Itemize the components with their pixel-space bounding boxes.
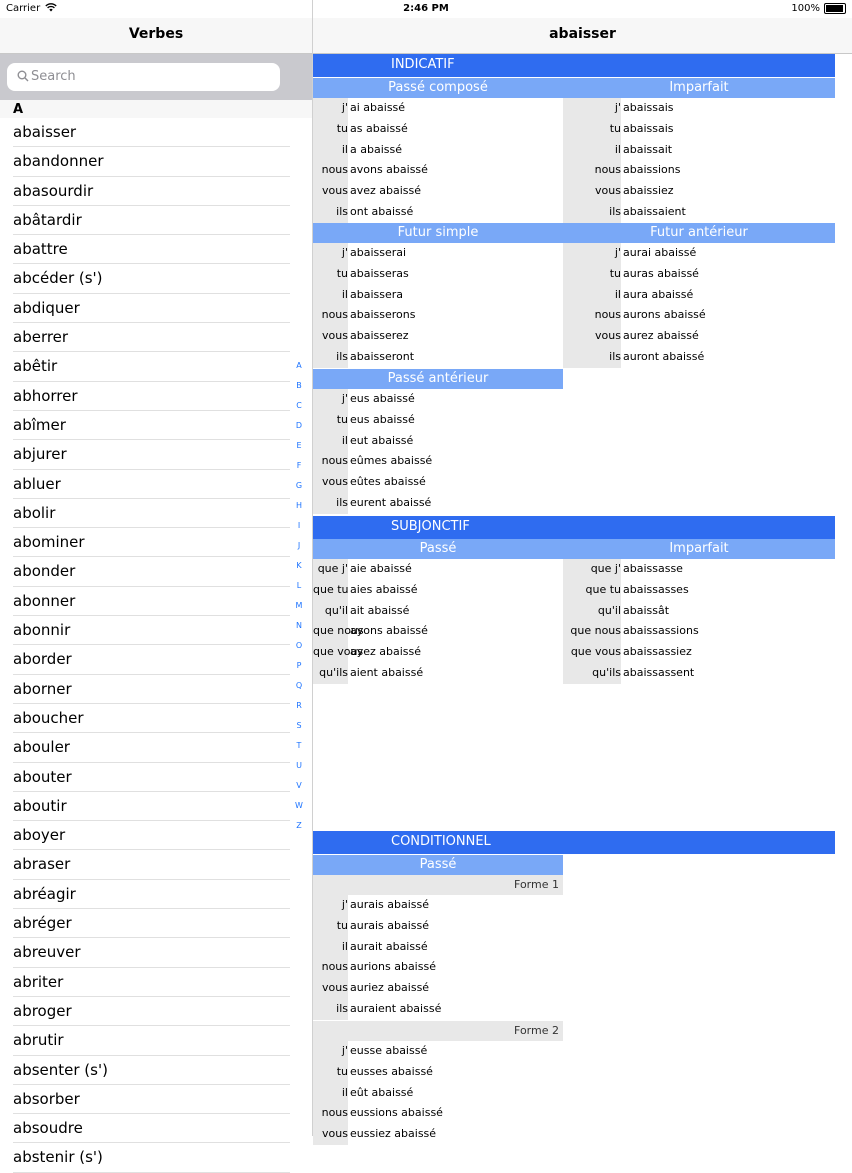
verb-list-item[interactable]: [13, 528, 290, 557]
index-letter[interactable]: M: [295, 601, 303, 610]
verb-form: ait abaissé: [350, 603, 410, 617]
mood-header-conditionnel: [313, 831, 835, 854]
pronoun: tu: [563, 119, 621, 140]
verb-form: aurais abaissé: [350, 898, 430, 911]
verb-form: eûtes abaissé: [350, 475, 426, 489]
index-letter[interactable]: T: [296, 741, 302, 750]
index-letter[interactable]: Z: [296, 821, 302, 830]
conjugation-row: [313, 305, 563, 326]
mood-header-subjonctif: [313, 516, 835, 539]
conjugation-row: [563, 580, 835, 601]
verb-label: abréagir: [13, 884, 76, 903]
conjugation-row: [563, 98, 835, 119]
verb-form: ayons abaissé: [350, 624, 428, 638]
conjugation-row: [563, 140, 835, 161]
pronoun: j': [313, 98, 348, 119]
conjugation-row: [563, 621, 835, 642]
pronoun: nous: [563, 160, 621, 181]
verb-form: aurait abaissé: [350, 939, 428, 953]
pronoun: j': [563, 243, 621, 264]
verb-form: abaissassent: [623, 666, 695, 679]
conjugation-row: [313, 160, 563, 181]
conjugation-row: [563, 663, 835, 684]
forme-header: Forme 2: [313, 1021, 563, 1041]
section-letter: A: [13, 102, 24, 117]
verb-form: abaissasses: [623, 582, 689, 596]
battery-status: [791, 3, 846, 14]
index-letter[interactable]: H: [295, 501, 302, 510]
verb-label: abêtir: [13, 357, 58, 376]
verb-list-item[interactable]: [13, 206, 290, 235]
verb-list-item[interactable]: [13, 382, 290, 411]
verb-form: eusse abaissé: [350, 1044, 428, 1057]
verb-form: ayez abaissé: [350, 645, 422, 659]
verb-label: abouler: [13, 738, 70, 757]
verb-label: abandonner: [13, 152, 104, 171]
verb-form: abaissassiez: [623, 645, 692, 659]
verb-list-item[interactable]: [13, 616, 290, 645]
verb-form: abaisserons: [350, 308, 416, 322]
verb-label: abdiquer: [13, 298, 80, 317]
pronoun: ils: [313, 493, 348, 514]
verb-form: ont abaissé: [350, 205, 414, 218]
pronoun: nous: [313, 160, 348, 181]
index-letter[interactable]: G: [295, 481, 303, 490]
search-placeholder: Search: [31, 69, 76, 84]
conjugation-row: [563, 160, 835, 181]
pronoun: ils: [313, 999, 348, 1020]
verb-list-item[interactable]: [13, 704, 290, 733]
verb-list-item[interactable]: [13, 792, 290, 821]
verb-form: abaisserez: [350, 329, 409, 343]
verb-form: auras abaissé: [623, 266, 699, 280]
verb-label: abjurer: [13, 445, 67, 464]
pronoun: j': [313, 389, 348, 410]
pronoun: tu: [563, 264, 621, 285]
verb-form: eussiez abaissé: [350, 1127, 437, 1141]
verb-list-item[interactable]: [13, 763, 290, 792]
pronoun: nous: [313, 305, 348, 326]
pronoun: ils: [313, 202, 348, 223]
verb-label: absoudre: [13, 1119, 83, 1138]
verb-form: auriez abaissé: [350, 981, 430, 995]
index-letter[interactable]: P: [296, 661, 302, 670]
pronoun: tu: [313, 410, 348, 431]
mood-header-indicatif: [313, 54, 835, 77]
pronoun: que j': [563, 559, 621, 580]
conjugation-row: [313, 937, 563, 958]
index-letter[interactable]: C: [296, 401, 302, 410]
tense-header: Imparfait: [563, 539, 835, 559]
conjugation-row: [313, 601, 563, 622]
conjugation-row: [563, 642, 835, 663]
pronoun: qu'ils: [563, 663, 621, 684]
verb-list-item[interactable]: [13, 352, 290, 381]
conjugation-row: [563, 601, 835, 622]
verb-form: eurent abaissé: [350, 496, 432, 509]
verb-form: eussions abaissé: [350, 1106, 443, 1120]
pronoun: tu: [313, 264, 348, 285]
verb-form: aie abaissé: [350, 562, 412, 575]
verb-list-item[interactable]: [13, 499, 290, 528]
pronoun: vous: [563, 326, 621, 347]
verb-list-item[interactable]: [13, 675, 290, 704]
pronoun: il: [313, 937, 348, 958]
verb-list-item[interactable]: [13, 968, 290, 997]
conjugation-row: [313, 663, 563, 684]
mood-label: INDICATIF: [391, 57, 455, 72]
conjugation-row: [313, 493, 563, 514]
pronoun: ils: [563, 347, 621, 368]
conjugation-row: [563, 305, 835, 326]
verb-label: abstenir (s'): [13, 1148, 103, 1167]
verb-list-item[interactable]: [13, 733, 290, 762]
verb-list-item[interactable]: [13, 1056, 290, 1085]
verb-form: eus abaissé: [350, 392, 415, 405]
conjugation-row: [313, 999, 563, 1020]
verb-label: abluer: [13, 474, 61, 493]
verb-list-item[interactable]: [13, 294, 290, 323]
index-letter[interactable]: W: [295, 801, 303, 810]
pronoun: j': [563, 98, 621, 119]
verb-list-item[interactable]: [13, 323, 290, 352]
verb-form: eut abaissé: [350, 433, 414, 447]
conjugation-row: [313, 642, 563, 663]
index-letter[interactable]: S: [296, 721, 302, 730]
conjugation-row: [563, 559, 835, 580]
tense-header: Passé: [313, 539, 563, 559]
pronoun: vous: [563, 181, 621, 202]
verb-form: abaisseras: [350, 266, 409, 280]
conjugation-row: [313, 1103, 563, 1124]
verb-list-panel: [0, 0, 313, 1167]
verb-label: abonder: [13, 562, 76, 581]
conjugation-row: [313, 347, 563, 368]
conjugation-row: [313, 264, 563, 285]
search-input[interactable]: [7, 63, 280, 91]
verb-list-item[interactable]: [13, 938, 290, 967]
pronoun: vous: [313, 1124, 348, 1145]
verb-list-item[interactable]: [13, 587, 290, 616]
index-letter[interactable]: O: [295, 641, 303, 650]
pronoun: il: [563, 140, 621, 161]
verb-form: abaissait: [623, 142, 673, 156]
battery-icon: [824, 3, 846, 14]
verb-form: abaissais: [623, 121, 674, 135]
pronoun: qu'ils: [313, 663, 348, 684]
verb-label: abréger: [13, 914, 72, 933]
verb-form: aurez abaissé: [623, 329, 699, 343]
verb-form: aurai abaissé: [623, 246, 697, 259]
conjugation-row: [563, 285, 835, 306]
verb-label: aberrer: [13, 328, 69, 347]
verb-label: abaisser: [13, 123, 77, 141]
conjugation-row: [563, 181, 835, 202]
verb-list-item[interactable]: [13, 1143, 290, 1172]
tense-header: Futur antérieur: [563, 223, 835, 243]
verb-form: auraient abaissé: [350, 1002, 442, 1015]
verb-list-item[interactable]: [13, 821, 290, 850]
pronoun: que nous: [313, 621, 348, 642]
conjugation-row: [313, 410, 563, 431]
verb-label: abasourdir: [13, 181, 94, 200]
verb-list-item[interactable]: [13, 1085, 290, 1114]
verb-form: as abaissé: [350, 121, 408, 135]
conjugation-row: [313, 389, 563, 410]
index-letter[interactable]: K: [296, 561, 302, 570]
verb-label: absorber: [13, 1089, 80, 1108]
pronoun: vous: [313, 978, 348, 999]
verb-form: abaissassions: [623, 624, 699, 638]
verb-form: abaissaient: [623, 205, 686, 218]
verb-label: abonnir: [13, 621, 71, 640]
verb-form: abaisseront: [350, 350, 415, 363]
verb-form: aies abaissé: [350, 582, 418, 596]
pronoun: que tu: [563, 580, 621, 601]
verb-form: aurions abaissé: [350, 960, 436, 974]
verb-label: abcéder (s'): [13, 269, 103, 288]
verb-form: abaissasse: [623, 562, 683, 575]
tense-header: Passé antérieur: [313, 369, 563, 389]
verb-list-item[interactable]: [13, 118, 290, 147]
conjugation-row: [313, 559, 563, 580]
conjugation-row: [313, 621, 563, 642]
pronoun: il: [313, 140, 348, 161]
index-letter[interactable]: N: [296, 621, 302, 630]
conjugation-row: [313, 285, 563, 306]
pronoun: il: [313, 1083, 348, 1104]
verb-form: aurons abaissé: [623, 308, 706, 322]
verb-label: abominer: [13, 533, 85, 552]
tense-header: Futur simple: [313, 223, 563, 243]
carrier-text: Carrier: [6, 3, 41, 14]
verb-list-item[interactable]: [13, 850, 290, 879]
conjugation-row: [313, 472, 563, 493]
index-letter[interactable]: E: [296, 441, 302, 450]
conjugation-row: [313, 916, 563, 937]
pronoun: ils: [313, 347, 348, 368]
verb-label: abouter: [13, 767, 72, 786]
conjugation-row: [313, 140, 563, 161]
clock: 2:46 PM: [403, 3, 449, 14]
pronoun: que nous: [563, 621, 621, 642]
pronoun: j': [313, 1041, 348, 1062]
pronoun: tu: [313, 916, 348, 937]
index-letter[interactable]: L: [296, 581, 302, 590]
index-letter[interactable]: Q: [295, 681, 303, 690]
battery-percent: 100%: [791, 3, 820, 14]
verb-form: abaissiez: [623, 184, 674, 198]
alphabet-index[interactable]: [291, 360, 307, 840]
pronoun: que vous: [563, 642, 621, 663]
index-letter[interactable]: J: [297, 541, 301, 550]
section-header: [0, 100, 312, 118]
verb-list-item[interactable]: [13, 1114, 290, 1143]
verb-label: abreuver: [13, 943, 81, 962]
verb-form: a abaissé: [350, 142, 402, 156]
verb-form: ai abaissé: [350, 101, 406, 114]
verb-label: aborner: [13, 679, 72, 698]
forme-header: Forme 1: [313, 875, 563, 895]
verb-list-item[interactable]: [13, 177, 290, 206]
verb-form: eusses abaissé: [350, 1064, 433, 1078]
verb-list-item[interactable]: [13, 1026, 290, 1055]
verb-form: abaissions: [623, 163, 681, 177]
verb-form: eût abaissé: [350, 1085, 414, 1099]
conjugation-row: [313, 1062, 563, 1083]
pronoun: vous: [313, 472, 348, 493]
verb-form: aura abaissé: [623, 287, 694, 301]
pronoun: j': [313, 895, 348, 916]
pronoun: il: [313, 431, 348, 452]
conjugation-row: [563, 347, 835, 368]
search-icon: [17, 70, 29, 82]
mood-label: SUBJONCTIF: [391, 519, 470, 534]
verb-list-item[interactable]: [13, 264, 290, 293]
verb-list-item[interactable]: [13, 440, 290, 469]
index-letter[interactable]: F: [296, 461, 302, 470]
pronoun: nous: [313, 957, 348, 978]
right-nav-bar: [313, 18, 852, 54]
conjugation-row: [313, 119, 563, 140]
verb-form: abaissât: [623, 603, 670, 617]
index-letter[interactable]: A: [296, 361, 302, 370]
pronoun: j': [313, 243, 348, 264]
conjugation-row: [563, 202, 835, 223]
verb-label: absenter (s'): [13, 1060, 108, 1079]
verb-list-item[interactable]: [13, 880, 290, 909]
verb-form: aurais abaissé: [350, 918, 430, 932]
verb-list-item[interactable]: [13, 147, 290, 176]
conjugation-row: [313, 181, 563, 202]
verb-list-item[interactable]: [13, 470, 290, 499]
index-letter[interactable]: B: [296, 381, 302, 390]
verb-form: eûmes abaissé: [350, 454, 433, 468]
verb-form: abaissera: [350, 287, 404, 301]
pronoun: ils: [563, 202, 621, 223]
verb-list-item[interactable]: [13, 557, 290, 586]
verb-list-item[interactable]: [13, 909, 290, 938]
verb-label: abrutir: [13, 1031, 64, 1050]
pronoun: il: [313, 285, 348, 306]
verb-list: [0, 118, 290, 1173]
verb-label: abroger: [13, 1001, 72, 1020]
verb-label: aboyer: [13, 826, 66, 845]
verb-form: aient abaissé: [350, 666, 424, 679]
verb-form: auront abaissé: [623, 350, 705, 363]
pronoun: vous: [313, 326, 348, 347]
tense-header: Imparfait: [563, 78, 835, 98]
pronoun: tu: [313, 119, 348, 140]
pronoun: nous: [313, 1103, 348, 1124]
verb-list-item[interactable]: [13, 411, 290, 440]
mood-label: CONDITIONNEL: [391, 834, 491, 849]
search-bar: [0, 54, 312, 100]
verb-label: aborder: [13, 650, 72, 669]
verb-label: abâtardir: [13, 210, 82, 229]
pronoun: il: [563, 285, 621, 306]
pronoun: qu'il: [313, 601, 348, 622]
conjugation-row: [313, 431, 563, 452]
pronoun: que vous: [313, 642, 348, 663]
index-letter[interactable]: D: [295, 421, 303, 430]
conjugation-row: [563, 264, 835, 285]
conjugation-row: [313, 1041, 563, 1062]
conjugation-row: [313, 98, 563, 119]
conjugation-row: [313, 326, 563, 347]
index-letter[interactable]: U: [296, 761, 302, 770]
pronoun: qu'il: [563, 601, 621, 622]
tense-header: Passé: [313, 855, 563, 875]
verb-label: abattre: [13, 240, 68, 259]
verb-label: abhorrer: [13, 386, 78, 405]
index-letter[interactable]: V: [296, 781, 302, 790]
verb-form: eus abaissé: [350, 412, 415, 426]
index-letter[interactable]: I: [297, 521, 301, 530]
conjugation-row: [313, 957, 563, 978]
verb-label: abraser: [13, 855, 71, 874]
conjugation-row: [313, 451, 563, 472]
index-letter[interactable]: R: [296, 701, 302, 710]
verb-label: abriter: [13, 972, 64, 991]
conjugation-row: [313, 202, 563, 223]
left-nav-bar: [0, 18, 312, 54]
tense-header: Passé composé: [313, 78, 563, 98]
verb-title: abaisser: [549, 26, 616, 42]
conjugation-row: [563, 326, 835, 347]
verb-label: abîmer: [13, 415, 66, 434]
verb-label: abonner: [13, 591, 76, 610]
pronoun: vous: [313, 181, 348, 202]
pronoun: nous: [563, 305, 621, 326]
conjugation-row: [563, 243, 835, 264]
left-nav-title: Verbes: [128, 26, 184, 42]
conjugation-row: [563, 119, 835, 140]
verb-list-item[interactable]: [13, 235, 290, 264]
conjugation-row: [313, 1083, 563, 1104]
pronoun: que j': [313, 559, 348, 580]
pronoun: que tu: [313, 580, 348, 601]
verb-list-item[interactable]: [13, 645, 290, 674]
pronoun: nous: [313, 451, 348, 472]
conjugation-row: [313, 1124, 563, 1145]
verb-form: avez abaissé: [350, 184, 422, 198]
verb-label: aboucher: [13, 708, 84, 727]
verb-form: abaissais: [623, 101, 674, 114]
conjugation-row: [313, 243, 563, 264]
conjugation-row: [313, 895, 563, 916]
verb-label: aboutir: [13, 796, 67, 815]
verb-form: avons abaissé: [350, 163, 428, 177]
conjugation-row: [313, 580, 563, 601]
verb-label: abolir: [13, 503, 56, 522]
verb-form: abaisserai: [350, 246, 407, 259]
conjugation-row: [313, 978, 563, 999]
verb-list-item[interactable]: [13, 997, 290, 1026]
pronoun: tu: [313, 1062, 348, 1083]
